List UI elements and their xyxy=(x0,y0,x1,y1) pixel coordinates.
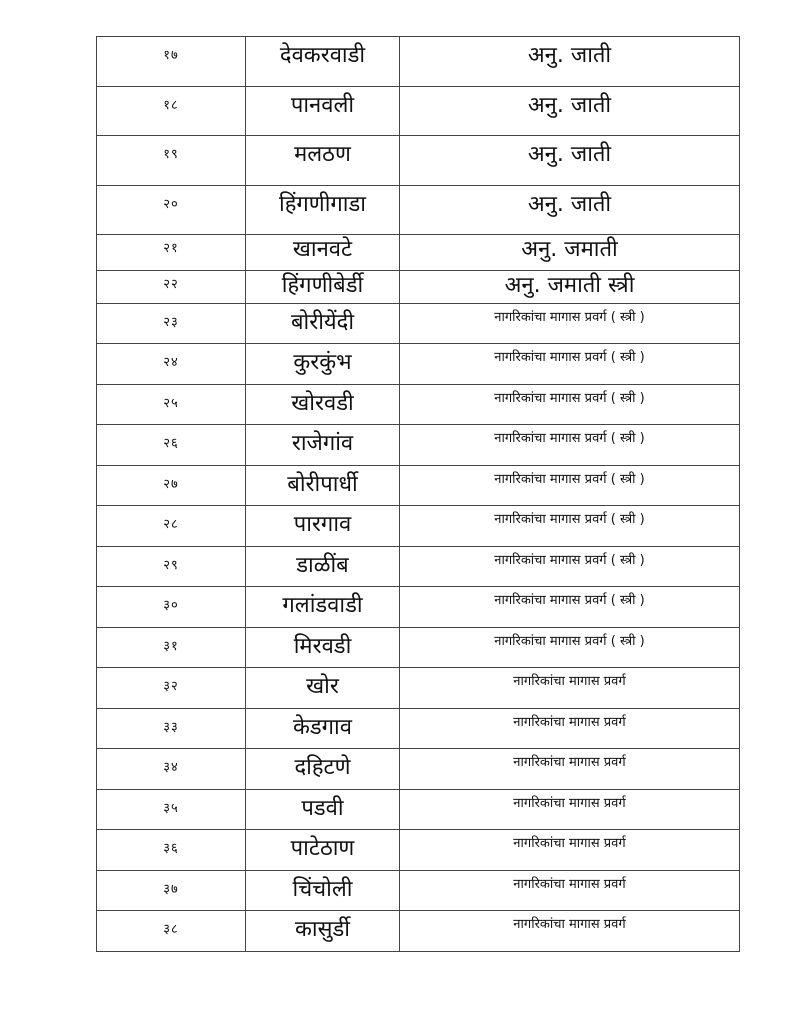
table-row xyxy=(97,871,740,911)
reservation-category-cell: नागरिकांचा मागास प्रवर्ग ( स्त्री ) xyxy=(400,466,740,506)
table-row xyxy=(97,425,740,466)
village-name-cell: डाळींब xyxy=(246,547,400,587)
village-name-cell: पडवी xyxy=(246,790,400,830)
table-row xyxy=(97,790,740,830)
village-name-cell: गलांडवाडी xyxy=(246,587,400,628)
village-name-cell: चिंचोली xyxy=(246,871,400,911)
village-reservation-table xyxy=(96,36,740,952)
reservation-category-cell: नागरिकांचा मागास प्रवर्ग ( स्त्री ) xyxy=(400,425,740,466)
reservation-category-cell: अनु. जाती xyxy=(400,37,740,87)
reservation-category-cell: नागरिकांचा मागास प्रवर्ग xyxy=(400,871,740,911)
village-name-cell: बोरीयेंदी xyxy=(246,304,400,344)
table-row xyxy=(97,271,740,304)
table-row xyxy=(97,506,740,547)
serial-number-cell: ३३ xyxy=(97,709,246,749)
table-row xyxy=(97,87,740,136)
village-name-cell: हिंगणीगाडा xyxy=(246,186,400,235)
serial-number-cell: २९ xyxy=(97,547,246,587)
reservation-category-cell: नागरिकांचा मागास प्रवर्ग xyxy=(400,911,740,952)
table-row xyxy=(97,628,740,668)
village-name-cell: राजेगांव xyxy=(246,425,400,466)
serial-number-cell: २८ xyxy=(97,506,246,547)
table-row xyxy=(97,37,740,87)
serial-number-cell: ३४ xyxy=(97,749,246,790)
village-name-cell: खोर xyxy=(246,668,400,709)
reservation-category-cell: अनु. जाती xyxy=(400,136,740,186)
reservation-category-cell: नागरिकांचा मागास प्रवर्ग ( स्त्री ) xyxy=(400,385,740,425)
table-row xyxy=(97,136,740,186)
reservation-category-cell: नागरिकांचा मागास प्रवर्ग xyxy=(400,790,740,830)
table-row xyxy=(97,466,740,506)
table-row xyxy=(97,709,740,749)
table-row xyxy=(97,587,740,628)
village-name-cell: कासुर्डी xyxy=(246,911,400,952)
serial-number-cell: २५ xyxy=(97,385,246,425)
serial-number-cell: १७ xyxy=(97,37,246,87)
reservation-category-cell: नागरिकांचा मागास प्रवर्ग xyxy=(400,709,740,749)
serial-number-cell: २७ xyxy=(97,466,246,506)
serial-number-cell: ३६ xyxy=(97,830,246,871)
table-row xyxy=(97,235,740,271)
reservation-category-cell: नागरिकांचा मागास प्रवर्ग ( स्त्री ) xyxy=(400,506,740,547)
village-name-cell: मलठण xyxy=(246,136,400,186)
serial-number-cell: २० xyxy=(97,186,246,235)
reservation-category-cell: अनु. जाती xyxy=(400,87,740,136)
serial-number-cell: ३५ xyxy=(97,790,246,830)
table-row xyxy=(97,304,740,344)
table-row xyxy=(97,830,740,871)
table-row xyxy=(97,385,740,425)
village-name-cell: केडगाव xyxy=(246,709,400,749)
village-name-cell: हिंगणीबेर्डी xyxy=(246,271,400,304)
serial-number-cell: ३२ xyxy=(97,668,246,709)
reservation-category-cell: नागरिकांचा मागास प्रवर्ग ( स्त्री ) xyxy=(400,587,740,628)
serial-number-cell: २२ xyxy=(97,271,246,304)
reservation-category-cell: नागरिकांचा मागास प्रवर्ग ( स्त्री ) xyxy=(400,344,740,385)
village-name-cell: मिरवडी xyxy=(246,628,400,668)
reservation-category-cell: नागरिकांचा मागास प्रवर्ग ( स्त्री ) xyxy=(400,628,740,668)
village-name-cell: खोरवडी xyxy=(246,385,400,425)
table-row xyxy=(97,911,740,952)
reservation-category-cell: नागरिकांचा मागास प्रवर्ग xyxy=(400,668,740,709)
village-name-cell: बोरीपार्धी xyxy=(246,466,400,506)
village-name-cell: पाटेठाण xyxy=(246,830,400,871)
serial-number-cell: २३ xyxy=(97,304,246,344)
village-name-cell: पानवली xyxy=(246,87,400,136)
reservation-category-cell: अनु. जमाती स्त्री xyxy=(400,271,740,304)
reservation-category-cell: नागरिकांचा मागास प्रवर्ग xyxy=(400,830,740,871)
reservation-category-cell: अनु. जाती xyxy=(400,186,740,235)
village-name-cell: कुरकुंभ xyxy=(246,344,400,385)
table-body xyxy=(97,37,740,952)
reservation-category-cell: नागरिकांचा मागास प्रवर्ग xyxy=(400,749,740,790)
serial-number-cell: ३० xyxy=(97,587,246,628)
serial-number-cell: ३८ xyxy=(97,911,246,952)
table-row xyxy=(97,749,740,790)
village-name-cell: दहिटणे xyxy=(246,749,400,790)
table-row xyxy=(97,344,740,385)
serial-number-cell: १९ xyxy=(97,136,246,186)
village-name-cell: पारगाव xyxy=(246,506,400,547)
serial-number-cell: १८ xyxy=(97,87,246,136)
serial-number-cell: ३७ xyxy=(97,871,246,911)
reservation-category-cell: अनु. जमाती xyxy=(400,235,740,271)
serial-number-cell: २४ xyxy=(97,344,246,385)
serial-number-cell: २६ xyxy=(97,425,246,466)
village-name-cell: खानवटे xyxy=(246,235,400,271)
table-row xyxy=(97,186,740,235)
village-name-cell: देवकरवाडी xyxy=(246,37,400,87)
serial-number-cell: २१ xyxy=(97,235,246,271)
reservation-category-cell: नागरिकांचा मागास प्रवर्ग ( स्त्री ) xyxy=(400,547,740,587)
table-row xyxy=(97,668,740,709)
serial-number-cell: ३१ xyxy=(97,628,246,668)
table-row xyxy=(97,547,740,587)
reservation-category-cell: नागरिकांचा मागास प्रवर्ग ( स्त्री ) xyxy=(400,304,740,344)
